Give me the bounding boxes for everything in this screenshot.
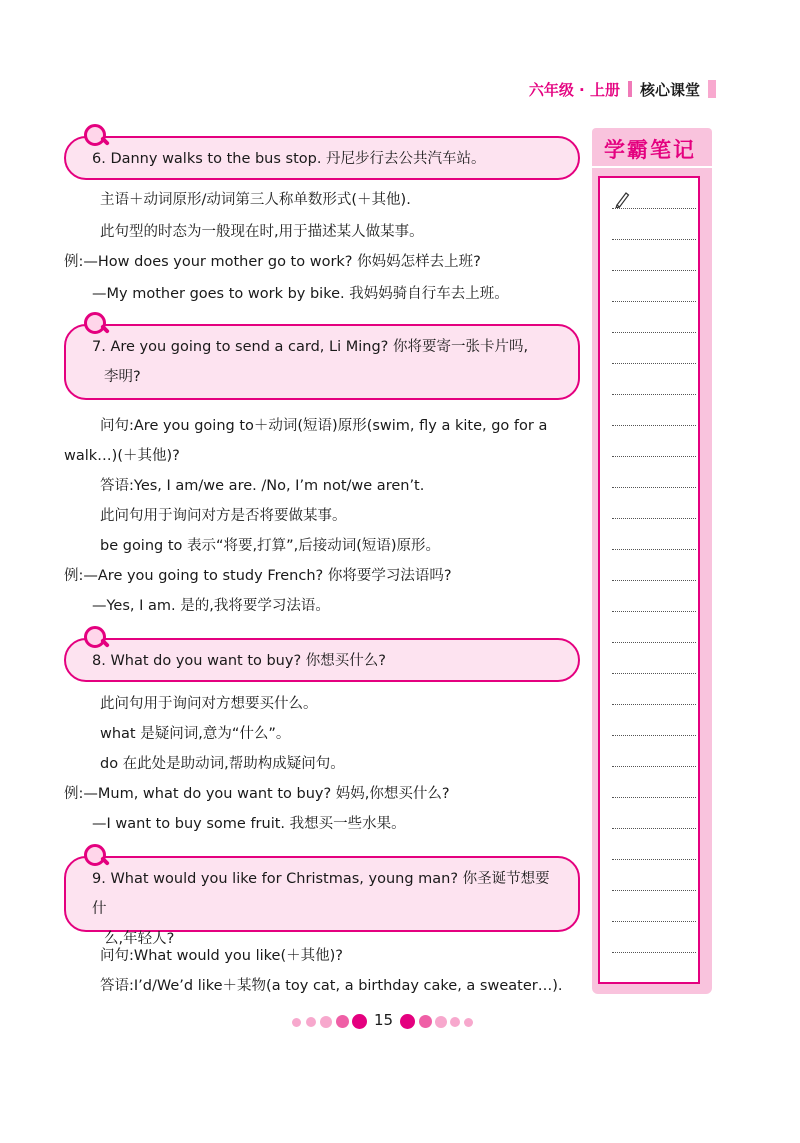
notes-sidebar [592, 128, 712, 994]
note-line [612, 921, 696, 922]
header-separator [628, 81, 632, 97]
q9-line-1: 问句:What would you like(＋其他)? [100, 948, 343, 964]
page-header [529, 78, 716, 100]
footer-dot [292, 1018, 301, 1027]
question-9-title-line-1: 9. What would you like for Christmas, young man? 你圣诞节想要什 [92, 871, 550, 917]
note-line [612, 363, 696, 364]
footer-dot [306, 1017, 316, 1027]
question-box-6 [64, 136, 580, 180]
pencil-icon [614, 190, 630, 208]
q7-example-1: 例:—Are you going to study French? 你将要学习法语吗? [64, 568, 452, 584]
magnifier-icon [84, 844, 110, 870]
q7-line-3: 答语:Yes, I am/we are. /No, I’m not/we aren’t. [100, 478, 425, 494]
note-line [612, 673, 696, 674]
note-line [612, 549, 696, 550]
note-line [612, 828, 696, 829]
q8-example-2: —I want to buy some fruit. 我想买一些水果。 [92, 816, 406, 832]
q6-line-2: 此句型的时态为一般现在时,用于描述某人做某事。 [100, 224, 424, 240]
footer-dot [320, 1016, 332, 1028]
q7-line-1: 问句:Are you going to＋动词(短语)原形(swim, fly a kite, go for a [100, 418, 548, 434]
note-line [612, 301, 696, 302]
note-line [612, 518, 696, 519]
footer-dot [336, 1015, 349, 1028]
q8-line-2: what 是疑问词,意为“什么”。 [100, 726, 291, 742]
footer-dot [464, 1018, 473, 1027]
note-line [612, 797, 696, 798]
q6-line-1: 主语＋动词原形/动词第三人称单数形式(＋其他). [100, 192, 411, 208]
question-box-7 [64, 324, 580, 400]
note-line [612, 735, 696, 736]
footer-dot [419, 1015, 432, 1028]
q7-example-2: —Yes, I am. 是的,我将要学习法语。 [92, 598, 330, 614]
grade-label: 六年级 · 上册 [528, 80, 620, 99]
note-line [612, 456, 696, 457]
note-line [612, 332, 696, 333]
footer-dot [352, 1014, 367, 1029]
header-bar-decoration [708, 80, 716, 98]
question-9-title-line-2: 么,年轻人? [104, 931, 175, 947]
footer-dot [450, 1017, 460, 1027]
note-line [612, 859, 696, 860]
note-line [612, 208, 696, 209]
footer-dot [400, 1014, 415, 1029]
q8-example-1: 例:—Mum, what do you want to buy? 妈妈,你想买什么? [64, 786, 450, 802]
question-8-title: 8. What do you want to buy? 你想买什么? [92, 653, 386, 669]
note-line [612, 611, 696, 612]
note-line [612, 270, 696, 271]
q9-line-2: 答语:I’d/We’d like＋某物(a toy cat, a birthday cake, a sweater…). [100, 978, 563, 994]
sidebar-title-bar [592, 128, 712, 166]
note-line [612, 239, 696, 240]
note-line [612, 704, 696, 705]
note-line [612, 642, 696, 643]
note-line [612, 766, 696, 767]
page-number: 15 [374, 1011, 394, 1029]
q8-line-1: 此问句用于询问对方想要买什么。 [100, 696, 318, 712]
q6-example-2: —My mother goes to work by bike. 我妈妈骑自行车去上班。 [92, 286, 509, 302]
q7-line-2: walk…)(＋其他)? [64, 448, 180, 464]
note-line [612, 952, 696, 953]
section-label: 核心课堂 [639, 80, 700, 99]
note-line [612, 394, 696, 395]
note-line [612, 487, 696, 488]
magnifier-icon [84, 312, 110, 338]
note-line [612, 425, 696, 426]
q6-example-1: 例:—How does your mother go to work? 你妈妈怎样去上班? [64, 254, 481, 270]
footer-dot [435, 1016, 447, 1028]
magnifier-icon [84, 124, 110, 150]
sidebar-title: 学霸笔记 [604, 138, 696, 162]
q7-line-5: be going to 表示“将要,打算”,后接动词(短语)原形。 [100, 538, 441, 554]
question-7-title-line-2: 李明? [104, 369, 141, 385]
question-box-9 [64, 856, 580, 947]
notes-area[interactable] [598, 176, 700, 984]
note-line [612, 580, 696, 581]
question-box-8 [64, 638, 580, 682]
q8-line-3: do 在此处是助动词,帮助构成疑问句。 [100, 756, 345, 772]
page-footer [0, 1011, 800, 1033]
magnifier-icon [84, 626, 110, 652]
question-6-title: 6. Danny walks to the bus stop. 丹尼步行去公共汽车站。 [92, 151, 486, 167]
question-7-title-line-1: 7. Are you going to send a card, Li Ming? 你将要寄一张卡片吗, [92, 339, 529, 355]
note-line [612, 890, 696, 891]
q7-line-4: 此问句用于询问对方是否将要做某事。 [100, 508, 347, 524]
